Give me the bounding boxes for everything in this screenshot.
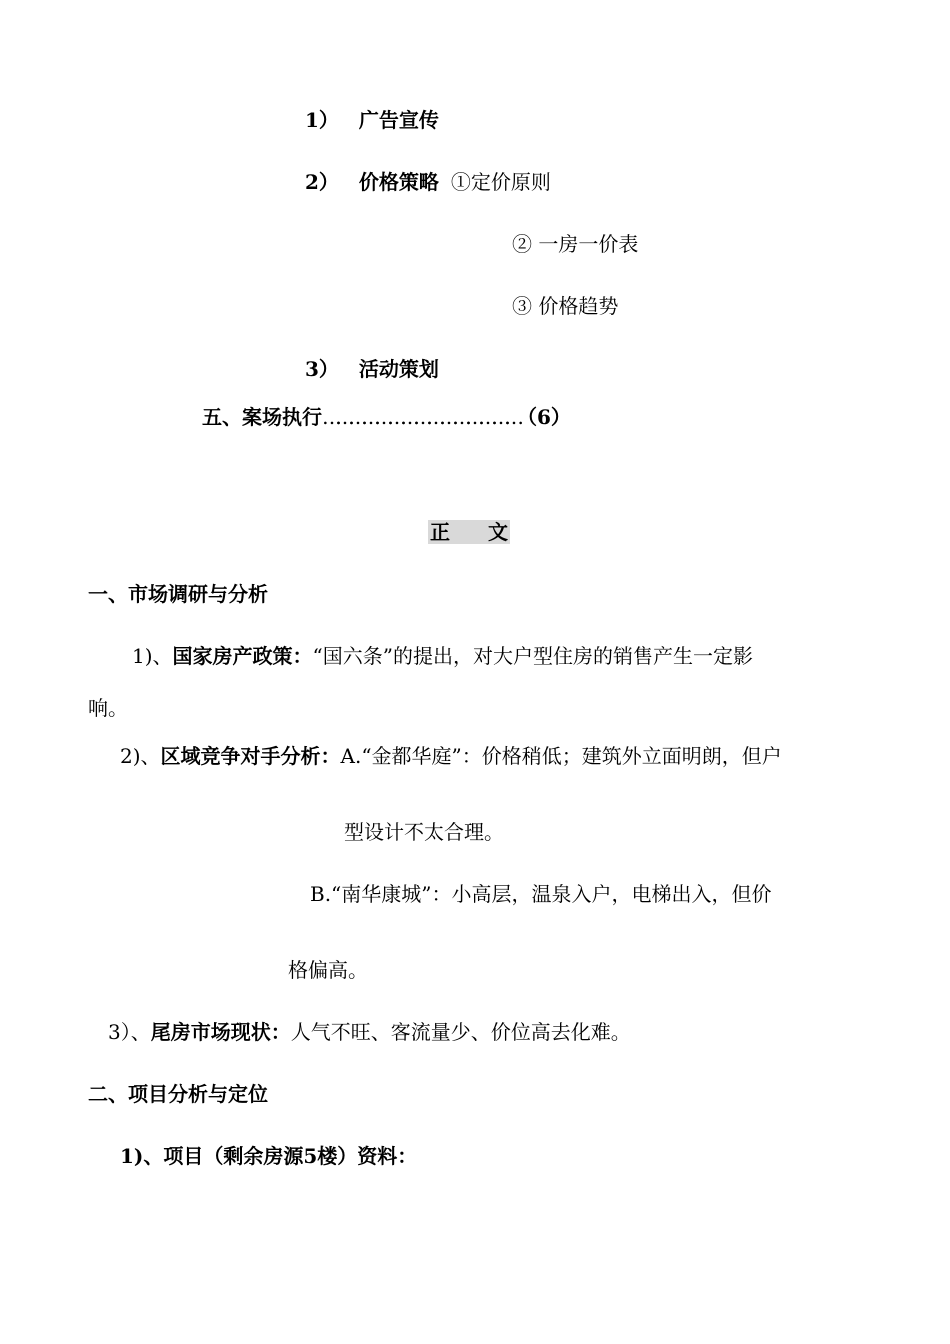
section-1-p1-prefix: 1)、 <box>132 644 173 668</box>
toc-item-1-label: 广告宣传 <box>358 108 439 132</box>
toc-section-5 <box>202 403 571 431</box>
section-1-p3-text: 人气不旺、客流量少、价位高去化难。 <box>290 1020 631 1044</box>
toc-item-2-num: 2） <box>305 170 339 194</box>
toc-item-3 <box>305 355 439 383</box>
toc-section-5-page: （6） <box>517 405 571 429</box>
section-1-p3 <box>108 1018 631 1046</box>
section-1-p2b: B.“南华康城”：小高层，温泉入户，电梯出入，但价 <box>310 882 772 906</box>
section-1-p2-prefix: 2)、 <box>120 744 161 768</box>
toc-item-3-label: 活动策划 <box>358 357 439 381</box>
section-1-p3-prefix: 3）、 <box>108 1020 151 1044</box>
toc-item-2-sub1: ①定价原则 <box>450 170 551 194</box>
section-1-p2-text: A.“金都华庭”：价格稍低；建筑外立面明朗，但户 <box>340 744 782 768</box>
section-1-p2 <box>120 742 782 770</box>
section-1-p2b-cont: 格偏高。 <box>288 958 368 982</box>
toc-item-2-label: 价格策略 <box>358 170 439 194</box>
section-1-p1 <box>132 642 753 670</box>
toc-section-5-label: 五、案场执行 <box>202 405 322 429</box>
toc-item-2-sub3: ③ 价格趋势 <box>512 294 619 318</box>
toc-item-1-num: 1） <box>305 108 339 132</box>
body-title-char1: 正 <box>430 520 450 544</box>
section-1-p3-label: 尾房市场现状： <box>150 1020 291 1044</box>
section-1-p1-cont: 响。 <box>88 696 128 720</box>
section-1-p1-label: 国家房产政策： <box>172 644 313 668</box>
section-2-heading: 二、项目分析与定位 <box>88 1082 268 1106</box>
toc-item-2 <box>305 168 551 196</box>
toc-item-1 <box>305 106 439 134</box>
section-2-p1: 1)、项目（剩余房源5楼）资料： <box>120 1144 418 1168</box>
section-1-p2-label: 区域竞争对手分析： <box>160 744 341 768</box>
body-title-char2: 文 <box>488 520 508 544</box>
section-1-p1-text: “国六条”的提出，对大户型住房的销售产生一定影 <box>312 644 753 668</box>
toc-item-2-sub2: ② 一房一价表 <box>512 232 639 256</box>
section-1-p2-cont: 型设计不太合理。 <box>344 820 504 844</box>
body-title <box>428 518 510 546</box>
toc-item-3-num: 3） <box>305 357 339 381</box>
section-1-heading: 一、市场调研与分析 <box>88 582 268 606</box>
toc-section-5-dots: ……………………………………… <box>322 405 517 429</box>
